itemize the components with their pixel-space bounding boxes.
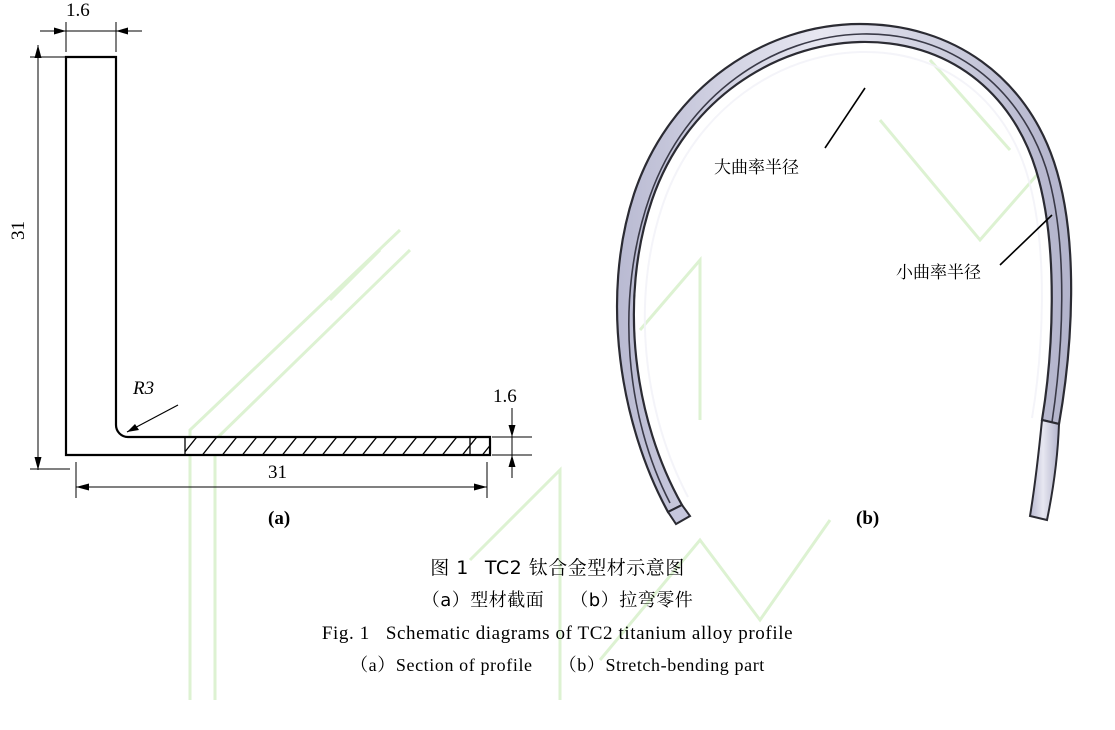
label-large-curvature-radius: 大曲率半径 [714,158,799,178]
caption-en-number: Fig. 1 [321,622,370,644]
caption-cn-number: 图 1 [430,557,469,579]
dim-flange-thickness-top: 1.6 [66,0,90,21]
caption-en-subtitles [0,650,1115,682]
caption-en-text: Schematic diagrams of TC2 titanium alloy profile [385,622,794,644]
figure-caption [0,552,1115,682]
dim-flange-thickness-bottom: 1.6 [493,386,517,407]
caption-cn-text: TC2 钛合金型材示意图 [484,557,685,579]
caption-cn-subtitles [0,585,1115,617]
caption-en-sub-b: （b）Stretch-bending part [558,655,765,675]
stretch-bending-part-drawing [560,0,1115,545]
panel-a-profile-section [0,0,560,545]
caption-cn-title [0,552,1115,585]
dim-vertical-leg-length: 31 [8,221,29,240]
caption-en-sub-a: （a）Section of profile [350,655,533,675]
caption-en-title [0,617,1115,650]
panel-b-tag: (b) [856,508,880,529]
panel-a-tag: (a) [268,508,291,529]
dim-horizontal-leg-length: 31 [268,462,287,483]
label-small-curvature-radius: 小曲率半径 [896,263,981,283]
caption-cn-sub-b: （b）拉弯零件 [570,590,694,612]
caption-cn-sub-a: （a）型材截面 [421,590,545,612]
panel-b-stretch-bending-part [560,0,1115,545]
dim-inner-fillet-radius: R3 [133,378,155,399]
